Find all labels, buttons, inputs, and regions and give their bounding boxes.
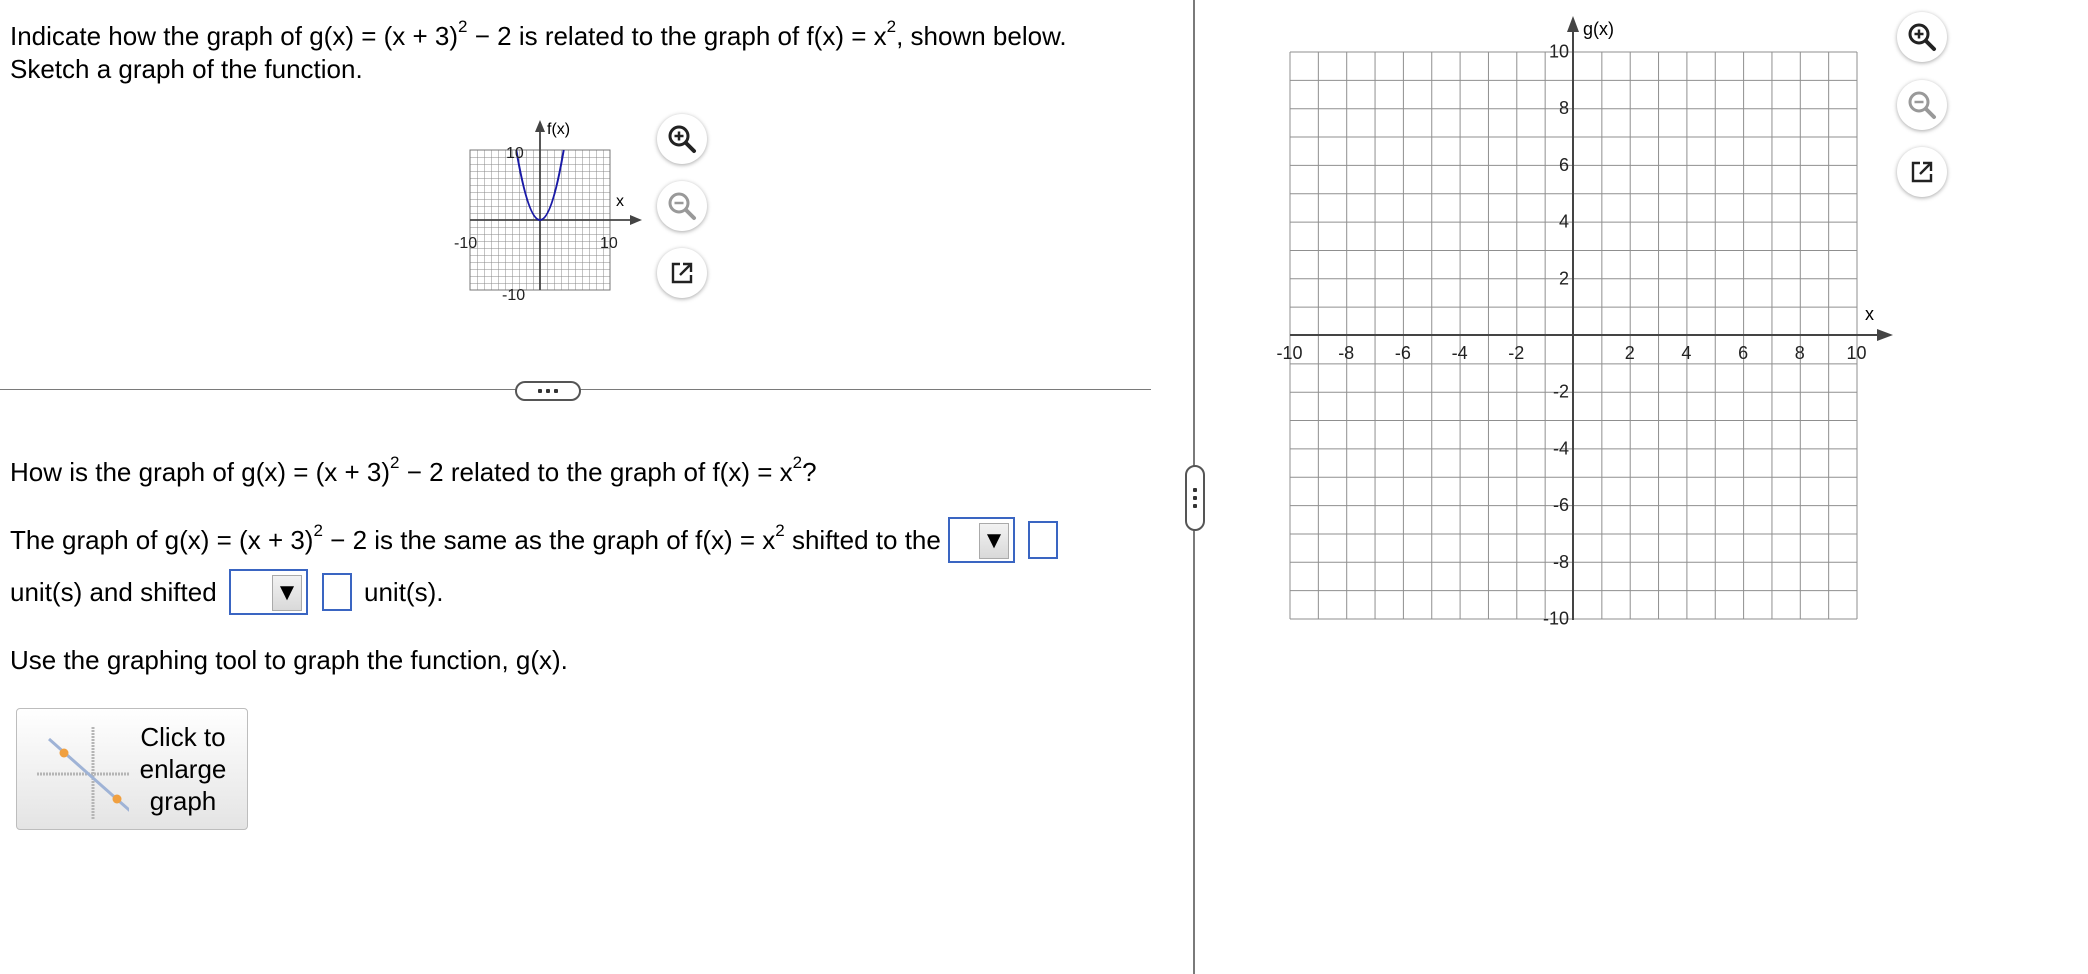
y-tick-label: 6 (1558, 154, 1569, 175)
small-zoom-in-button[interactable] (657, 114, 707, 164)
small-zoom-out-button[interactable] (657, 181, 707, 231)
y-tick-label: 4 (1558, 211, 1569, 232)
small-popout-button[interactable] (657, 248, 707, 298)
big-zoom-in-button[interactable] (1897, 12, 1947, 62)
x-tick-label: 6 (1738, 343, 1749, 363)
y-tick-label: 8 (1558, 98, 1569, 119)
question-line-2: Sketch a graph of the function. (10, 54, 363, 84)
horizontal-units-input[interactable] (1028, 521, 1058, 559)
vertical-units-input[interactable] (322, 573, 352, 611)
popout-icon (668, 259, 696, 287)
y-tick-label: -8 (1552, 551, 1569, 572)
zoom-out-icon (666, 190, 698, 222)
enlarge-graph-button[interactable] (16, 708, 248, 830)
x-tick-label: -10 (1276, 343, 1303, 363)
small-graph (450, 112, 650, 312)
y-tick-label: -4 (1552, 438, 1569, 459)
enlarge-graph-label: Click to enlarge graph (139, 722, 227, 816)
graph-instruction: Use the graphing tool to graph the function, g(x). (10, 645, 568, 675)
horizontal-direction-dropdown[interactable] (948, 517, 1015, 563)
x-tick-label: 2 (1624, 343, 1635, 363)
popout-icon (1908, 158, 1936, 186)
small-graph-x-label: x (616, 193, 624, 210)
x-tick-label: -2 (1508, 343, 1525, 363)
x-tick-label: 4 (1681, 343, 1692, 363)
question-line-1: Indicate how the graph of $g(x) = (x + 3)^2 - 2$ is related to the graph of $f(x) = x^2$, shown below. (10, 17, 1067, 51)
y-tick-label: -10 (1542, 608, 1569, 629)
zoom-out-icon (1906, 89, 1938, 121)
x-tick-label: 8 (1794, 343, 1805, 363)
vertical-direction-dropdown[interactable] (229, 569, 308, 615)
small-graph-x-arrow (630, 215, 642, 225)
horizontal-resize-handle[interactable] (515, 381, 581, 401)
small-graph-tick-bottom: -10 (502, 287, 526, 304)
dropdown-arrow-icon: ▼ (272, 575, 302, 611)
x-tick-label: -8 (1338, 343, 1355, 363)
x-tick-label: -6 (1394, 343, 1411, 363)
g-graph-x-label: x (1865, 304, 1874, 324)
zoom-in-icon (666, 123, 698, 155)
g-graph-y-arrow (1567, 16, 1579, 32)
g-graph-y-label: g(x) (1583, 19, 1614, 39)
small-graph-tick-pos: 10 (600, 235, 618, 252)
dropdown-arrow-icon: ▼ (979, 523, 1009, 559)
g-graph[interactable] (1265, 10, 1905, 640)
x-tick-label: -4 (1451, 343, 1468, 363)
small-graph-y-label: f(x) (547, 121, 571, 138)
vertical-resize-handle[interactable] (1185, 465, 1205, 531)
big-popout-button[interactable] (1897, 147, 1947, 197)
y-tick-label: 2 (1558, 268, 1569, 289)
zoom-in-icon (1906, 21, 1938, 53)
small-graph-tick-top: 10 (506, 145, 524, 162)
x-tick-label: 10 (1846, 343, 1867, 363)
part-question: How is the graph of $g(x) = (x + 3)^2 - 2$ related to the graph of $f(x) = x^2$? (10, 453, 817, 487)
y-tick-label: -2 (1552, 381, 1569, 402)
answer-sentence-line-2a: unit(s) and shifted (10, 577, 217, 607)
graph-thumbnail-icon (29, 719, 129, 819)
y-tick-label: -6 (1552, 495, 1569, 516)
small-graph-y-arrow (535, 120, 545, 132)
small-graph-tick-neg: -10 (454, 235, 478, 252)
answer-sentence-line-1: The graph of $g(x) = (x + 3)^2 - 2$ is the same as the graph of $f(x) = x^2$ shifted to the (10, 521, 941, 555)
y-tick-label: 10 (1548, 41, 1569, 62)
big-zoom-out-button[interactable] (1897, 80, 1947, 130)
g-graph-x-arrow (1877, 329, 1893, 341)
answer-sentence-line-2b: unit(s). (364, 577, 444, 607)
